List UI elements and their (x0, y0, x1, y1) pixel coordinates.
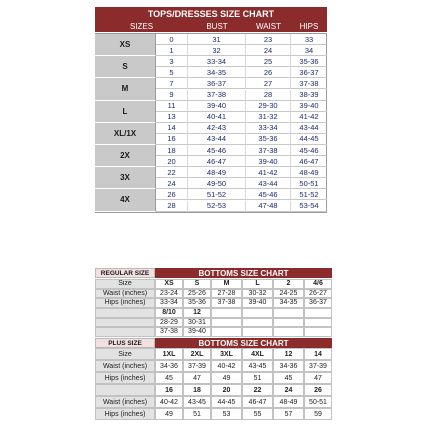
value-cell: 20 (211, 384, 242, 396)
tops-size-cell: 22 (156, 167, 188, 178)
tops-hips-cell: 38-39 (291, 90, 327, 101)
plus-label: PLUS SIZE (95, 338, 155, 348)
tops-size-cell: 13 (156, 112, 188, 123)
row-label: Waist (inches) (95, 360, 155, 372)
value-cell: M (211, 279, 242, 289)
value-cell: 35-36 (183, 298, 211, 308)
value-cell: 39-40 (242, 298, 273, 308)
tops-bust-cell: 37-38 (188, 90, 246, 101)
tops-bust-cell: 52-53 (188, 201, 246, 212)
regular-title: BOTTOMS SIZE CHART (155, 268, 332, 278)
value-cell: 37-38 (211, 298, 242, 308)
tops-waist-cell: 43-44 (246, 178, 291, 189)
tops-size-cell: 9 (156, 90, 188, 101)
tops-group-label: L (95, 101, 156, 123)
tops-bust-cell: 39-40 (188, 101, 246, 112)
value-cell: 37-39 (304, 360, 332, 372)
tops-waist-cell: 26 (246, 67, 291, 78)
tops-group-label: XS (95, 34, 156, 56)
tops-size-cell: 0 (156, 34, 188, 45)
tops-bust-cell: 34-35 (188, 67, 246, 78)
tops-group-label: S (95, 56, 156, 78)
tops-hips-cell: 51-52 (291, 189, 327, 200)
value-cell: 25-26 (183, 289, 211, 299)
tops-waist-cell: 23 (246, 34, 291, 45)
value-cell: 18 (183, 384, 211, 396)
tops-bust-cell: 32 (188, 45, 246, 56)
tops-waist-cell: 39-40 (246, 156, 291, 167)
value-cell: 3XL (211, 348, 242, 360)
tops-bust-cell: 40-41 (188, 112, 246, 123)
tops-waist-cell: 28 (246, 90, 291, 101)
tops-hips-cell: 33 (291, 34, 327, 45)
plus-title: BOTTOMS SIZE CHART (155, 338, 332, 348)
value-cell: 47 (183, 372, 211, 384)
tops-waist-cell: 47-48 (246, 201, 291, 212)
tops-size-cell: 16 (156, 134, 188, 145)
row-label: Size (95, 348, 155, 360)
tops-hips-cell: 43-44 (291, 123, 327, 134)
value-cell (211, 308, 242, 318)
tops-group-label: 3X (95, 167, 156, 189)
row-label (95, 318, 155, 328)
row-label: Hips (inches) (95, 298, 155, 308)
row-label (95, 308, 155, 318)
tops-bust-cell: 49-50 (188, 178, 246, 189)
tops-waist-cell: 37-38 (246, 145, 291, 156)
value-cell: 4/6 (304, 279, 332, 289)
tops-waist-cell: 35-36 (246, 134, 291, 145)
tops-size-cell: 14 (156, 123, 188, 134)
tops-hips-cell: 37-38 (291, 78, 327, 89)
value-cell: 24 (273, 384, 304, 396)
tops-size-cell: 28 (156, 201, 188, 212)
value-cell: 46-47 (242, 396, 273, 408)
tops-waist-cell: 29-30 (246, 101, 291, 112)
tops-hips-cell: 39-40 (291, 101, 327, 112)
value-cell: XS (155, 279, 183, 289)
tops-size-cell: 18 (156, 145, 188, 156)
tops-hips-cell: 48-49 (291, 167, 327, 178)
row-label: Hips (inches) (95, 408, 155, 420)
value-cell: 12 (183, 308, 211, 318)
value-cell: 37-39 (183, 360, 211, 372)
value-cell: 48-49 (273, 396, 304, 408)
value-cell (273, 308, 304, 318)
value-cell: 26-27 (304, 289, 332, 299)
value-cell: 40-42 (211, 360, 242, 372)
value-cell: 30-32 (242, 289, 273, 299)
value-cell: 53 (211, 408, 242, 420)
tops-group-label: 4X (95, 189, 156, 211)
value-cell: 12 (273, 348, 304, 360)
row-label (95, 327, 155, 337)
value-cell: 16 (155, 384, 183, 396)
value-cell: 30-31 (183, 318, 211, 328)
value-cell: 1XL (155, 348, 183, 360)
tops-waist-cell: 27 (246, 78, 291, 89)
value-cell (211, 327, 242, 337)
tops-bust-cell: 48-49 (188, 167, 246, 178)
tops-size-cell: 24 (156, 178, 188, 189)
value-cell: L (242, 279, 273, 289)
value-cell: 44-45 (211, 396, 242, 408)
tops-bust-cell: 51-52 (188, 189, 246, 200)
tops-waist-cell: 24 (246, 45, 291, 56)
value-cell: 27-28 (211, 289, 242, 299)
tops-group-label: 2X (95, 145, 156, 167)
value-cell: 2 (273, 279, 304, 289)
tops-bust-cell: 33-34 (188, 56, 246, 67)
value-cell: 59 (304, 408, 332, 420)
tops-header-waist: WAIST (246, 20, 291, 32)
tops-header-sizes: SIZES (95, 20, 188, 32)
row-label: Size (95, 279, 155, 289)
value-cell: 43-45 (242, 360, 273, 372)
value-cell: 36-37 (304, 298, 332, 308)
value-cell (211, 318, 242, 328)
row-label: Waist (inches) (95, 396, 155, 408)
value-cell (304, 327, 332, 337)
tops-waist-cell: 41-42 (246, 167, 291, 178)
value-cell: 49 (211, 372, 242, 384)
value-cell: 40-42 (155, 396, 183, 408)
value-cell: 55 (242, 408, 273, 420)
tops-size-cell: 7 (156, 78, 188, 89)
value-cell: 4XL (242, 348, 273, 360)
value-cell: 26 (304, 384, 332, 396)
tops-size-cell: 3 (156, 56, 188, 67)
value-cell (273, 327, 304, 337)
value-cell (304, 318, 332, 328)
tops-group-label: M (95, 78, 156, 100)
tops-waist-cell: 45-46 (246, 189, 291, 200)
tops-bust-cell: 43-44 (188, 134, 246, 145)
tops-waist-cell: 31-32 (246, 112, 291, 123)
value-cell: 57 (273, 408, 304, 420)
tops-bust-cell: 42-43 (188, 123, 246, 134)
tops-size-cell: 11 (156, 101, 188, 112)
value-cell: 14 (304, 348, 332, 360)
value-cell: 22 (242, 384, 273, 396)
value-cell: 50-51 (304, 396, 332, 408)
tops-bust-cell: 31 (188, 34, 246, 45)
tops-waist-cell: 25 (246, 56, 291, 67)
tops-title: TOPS/DRESSES SIZE CHART (95, 7, 327, 20)
tops-size-cell: 20 (156, 156, 188, 167)
value-cell (242, 308, 273, 318)
row-label (95, 384, 155, 396)
tops-bust-cell: 36-37 (188, 78, 246, 89)
tops-hips-cell: 50-51 (291, 178, 327, 189)
tops-size-cell: 1 (156, 45, 188, 56)
value-cell (273, 318, 304, 328)
value-cell: 2XL (183, 348, 211, 360)
value-cell: 39-40 (183, 327, 211, 337)
value-cell: 43-45 (183, 396, 211, 408)
value-cell: S (183, 279, 211, 289)
tops-group-label: XL/1X (95, 123, 156, 145)
value-cell: 33-34 (155, 298, 183, 308)
tops-size-cell: 26 (156, 189, 188, 200)
tops-size-cell: 5 (156, 67, 188, 78)
value-cell: 45 (273, 372, 304, 384)
tops-hips-cell: 41-42 (291, 112, 327, 123)
tops-bust-cell: 46-47 (188, 156, 246, 167)
regular-label: REGULAR SIZE (95, 268, 155, 278)
value-cell (242, 318, 273, 328)
tops-hips-cell: 44-45 (291, 134, 327, 145)
value-cell: 23-24 (155, 289, 183, 299)
tops-header-bust: BUST (188, 20, 246, 32)
value-cell: 51 (242, 372, 273, 384)
tops-hips-cell: 45-46 (291, 145, 327, 156)
tops-hips-cell: 35-36 (291, 56, 327, 67)
tops-hips-cell: 46-47 (291, 156, 327, 167)
tops-hips-cell: 53-54 (291, 201, 327, 212)
value-cell: 51 (183, 408, 211, 420)
value-cell: 24-25 (273, 289, 304, 299)
row-label: Hips (inches) (95, 372, 155, 384)
value-cell (242, 327, 273, 337)
value-cell: 34-36 (155, 360, 183, 372)
value-cell: 28-29 (155, 318, 183, 328)
tops-waist-cell: 33-34 (246, 123, 291, 134)
value-cell: 49 (155, 408, 183, 420)
tops-hips-cell: 34 (291, 45, 327, 56)
tops-header-hips: HIPS (291, 20, 327, 32)
value-cell (304, 308, 332, 318)
row-label: Waist (inches) (95, 289, 155, 299)
tops-hips-cell: 36-37 (291, 67, 327, 78)
tops-bust-cell: 45-46 (188, 145, 246, 156)
value-cell: 8/10 (155, 308, 183, 318)
value-cell: 34-35 (273, 298, 304, 308)
value-cell: 34-36 (273, 360, 304, 372)
value-cell: 37-38 (155, 327, 183, 337)
value-cell: 47 (304, 372, 332, 384)
value-cell: 45 (155, 372, 183, 384)
